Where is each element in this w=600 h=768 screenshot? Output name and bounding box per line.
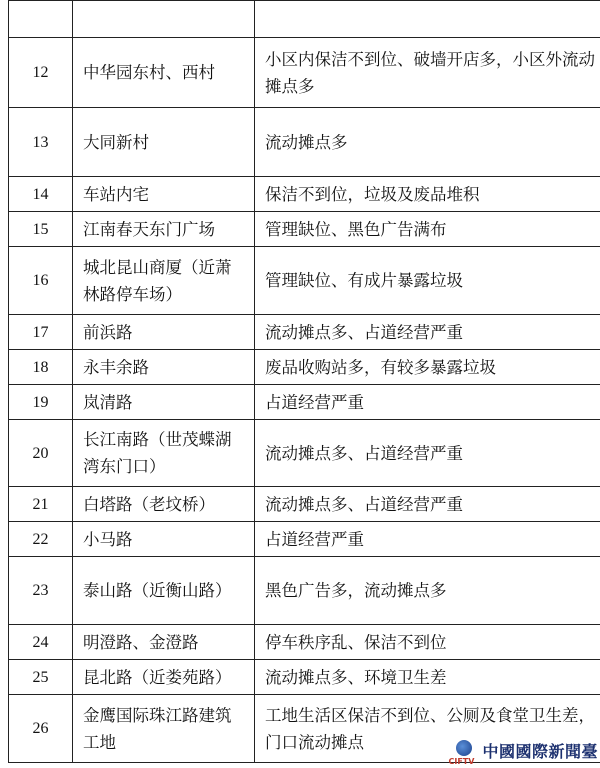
cell-no: 26 bbox=[9, 695, 73, 763]
cell-issue: 工地生活区保洁不到位、公厕及食堂卫生差，门口流动摊点 bbox=[255, 695, 600, 763]
table-row bbox=[9, 38, 600, 108]
cell-issue: 管理缺位、有成片暴露垃圾 bbox=[255, 247, 600, 315]
cell-no: 14 bbox=[9, 177, 73, 212]
table-row bbox=[9, 108, 600, 177]
cell-issue: 流动摊点多、占道经营严重 bbox=[255, 315, 600, 350]
globe-icon bbox=[448, 740, 478, 766]
table-row bbox=[9, 385, 600, 420]
cell-no: 18 bbox=[9, 350, 73, 385]
watermark-text: 中國國際新聞臺 bbox=[482, 742, 598, 761]
cell-location: 车站内宅 bbox=[73, 177, 255, 212]
watermark bbox=[448, 739, 598, 766]
cell-no: 24 bbox=[9, 625, 73, 660]
cell-location: 永丰余路 bbox=[73, 350, 255, 385]
cell-no: 12 bbox=[9, 38, 73, 108]
table-row bbox=[9, 350, 600, 385]
cell-no: 13 bbox=[9, 108, 73, 177]
cell-issue: 占道经营严重 bbox=[255, 522, 600, 557]
cell-issue: 流动摊点多 bbox=[255, 108, 600, 177]
table-row bbox=[9, 487, 600, 522]
cell-location: 岚清路 bbox=[73, 385, 255, 420]
cell-issue: 保洁不到位，垃圾及废品堆积 bbox=[255, 177, 600, 212]
cell-location: 城北昆山商厦（近萧林路停车场） bbox=[73, 247, 255, 315]
cell-no: 21 bbox=[9, 487, 73, 522]
cell-no: 16 bbox=[9, 247, 73, 315]
cell-issue: 流动摊点多、占道经营严重 bbox=[255, 420, 600, 487]
cell-issue bbox=[255, 1, 600, 38]
table-row bbox=[9, 522, 600, 557]
table-row bbox=[9, 660, 600, 695]
table-row bbox=[9, 625, 600, 660]
table-row bbox=[9, 212, 600, 247]
cell-issue: 黑色广告多，流动摊点多 bbox=[255, 557, 600, 625]
cell-no: 19 bbox=[9, 385, 73, 420]
table-row bbox=[9, 420, 600, 487]
cell-no: 20 bbox=[9, 420, 73, 487]
cell-issue: 管理缺位、黑色广告满布 bbox=[255, 212, 600, 247]
cell-location: 白塔路（老坟桥） bbox=[73, 487, 255, 522]
cell-location: 泰山路（近衡山路） bbox=[73, 557, 255, 625]
cell-issue: 废品收购站多，有较多暴露垃圾 bbox=[255, 350, 600, 385]
table-row bbox=[9, 247, 600, 315]
cell-location: 大同新村 bbox=[73, 108, 255, 177]
cell-location: 昆北路（近娄苑路） bbox=[73, 660, 255, 695]
table-row bbox=[9, 557, 600, 625]
cell-issue: 小区内保洁不到位、破墙开店多，小区外流动摊点多 bbox=[255, 38, 600, 108]
cell-issue: 流动摊点多、环境卫生差 bbox=[255, 660, 600, 695]
issue-table bbox=[8, 0, 600, 763]
cell-issue: 流动摊点多、占道经营严重 bbox=[255, 487, 600, 522]
cell-issue: 停车秩序乱、保洁不到位 bbox=[255, 625, 600, 660]
cell-no: 15 bbox=[9, 212, 73, 247]
cell-no bbox=[9, 1, 73, 38]
table-row bbox=[9, 177, 600, 212]
table-row bbox=[9, 1, 600, 38]
cell-location: 中华园东村、西村 bbox=[73, 38, 255, 108]
cell-no: 17 bbox=[9, 315, 73, 350]
cell-location: 明澄路、金澄路 bbox=[73, 625, 255, 660]
cell-issue: 占道经营严重 bbox=[255, 385, 600, 420]
cell-location bbox=[73, 1, 255, 38]
cell-location: 前浜路 bbox=[73, 315, 255, 350]
table-row bbox=[9, 315, 600, 350]
cell-location: 长江南路（世茂蝶湖湾东门口） bbox=[73, 420, 255, 487]
cell-no: 25 bbox=[9, 660, 73, 695]
cell-location: 金鹰国际珠江路建筑工地 bbox=[73, 695, 255, 763]
cell-location: 小马路 bbox=[73, 522, 255, 557]
cell-no: 22 bbox=[9, 522, 73, 557]
logo-text: CIFTV bbox=[448, 756, 475, 766]
logo-globe bbox=[456, 740, 472, 756]
cell-no: 23 bbox=[9, 557, 73, 625]
cell-location: 江南春天东门广场 bbox=[73, 212, 255, 247]
